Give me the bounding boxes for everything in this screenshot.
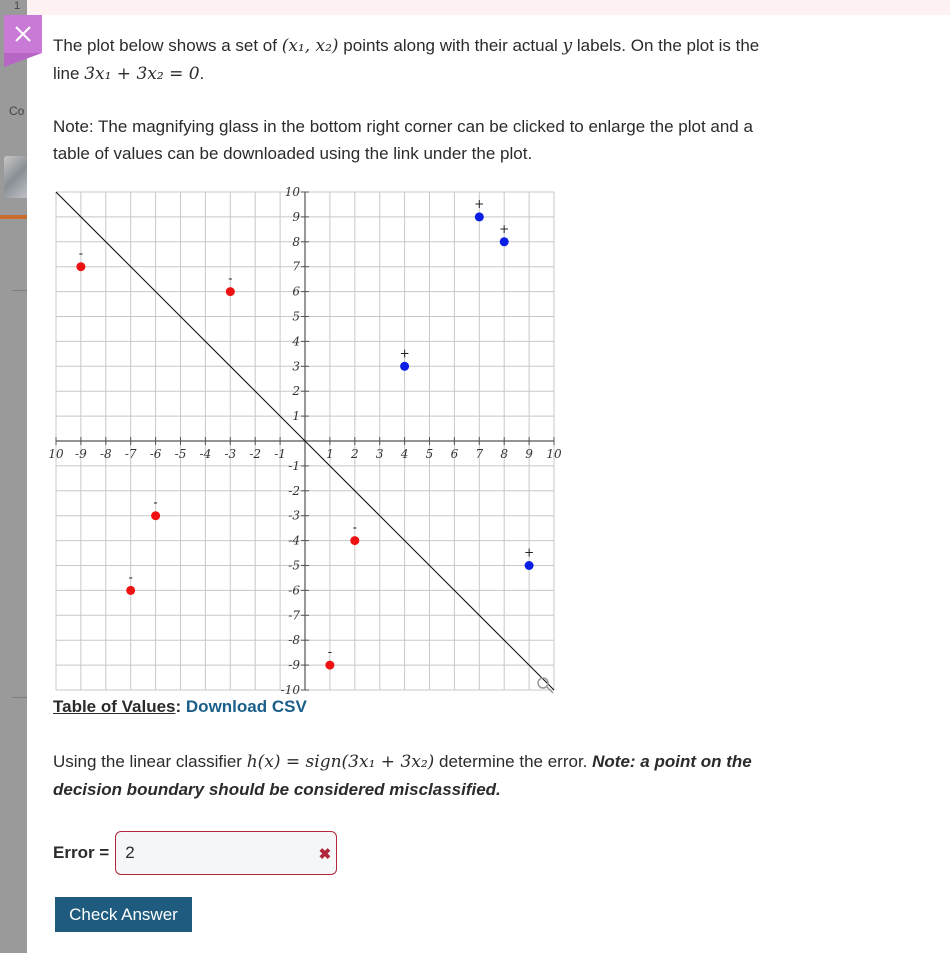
divider	[0, 215, 27, 219]
divider	[12, 697, 27, 698]
point-label: -	[78, 246, 84, 261]
negative-point	[226, 287, 235, 296]
y-tick-label: -2	[288, 483, 300, 498]
close-icon	[12, 23, 34, 45]
y-tick-label: 6	[292, 284, 300, 299]
question-part: determine the error.	[434, 752, 593, 771]
positive-point	[500, 237, 509, 246]
x-tick-label: 4	[400, 447, 409, 461]
error-input[interactable]	[116, 842, 307, 864]
point-label: -	[153, 495, 158, 510]
scatter-plot	[48, 185, 562, 697]
intro-part: points along with their actual	[338, 36, 563, 55]
divider	[12, 290, 27, 291]
y-tick-label: -8	[288, 633, 300, 648]
y-tick-label: -7	[288, 608, 300, 623]
download-csv-link[interactable]: Download CSV	[185, 697, 307, 716]
x-tick-label: -2	[249, 447, 262, 461]
x-tick-label: 6	[450, 447, 459, 461]
avatar	[4, 156, 27, 198]
x-tick-label: 1	[326, 447, 334, 461]
x-tick-label: 9	[525, 447, 533, 461]
x-tick-label: -7	[124, 447, 137, 461]
check-answer-button[interactable]: Check Answer	[55, 897, 192, 932]
point-label: -	[327, 645, 333, 660]
x-tick-label: -4	[199, 447, 212, 461]
point-label: -	[352, 520, 357, 535]
table-of-values	[53, 697, 307, 717]
incorrect-icon: ✖	[318, 846, 332, 863]
point-label: +	[524, 545, 535, 560]
question-note: Note: a point on the decision boundary should be considered misclassified.	[53, 752, 752, 799]
y-tick-label: 1	[292, 409, 300, 424]
point-label: +	[499, 221, 510, 236]
x-tick-label: -1	[274, 447, 286, 461]
x-tick-label: -8	[99, 447, 112, 461]
y-tick-label: -6	[288, 583, 300, 598]
intro-text	[53, 32, 773, 88]
magnifier-icon[interactable]	[538, 678, 553, 693]
intro-part: The plot below shows a set of	[53, 36, 282, 55]
y-tick-label: 2	[292, 384, 300, 399]
point-label: +	[399, 346, 410, 361]
y-tick-label: -3	[288, 508, 300, 523]
x-tick-label: -9	[75, 447, 87, 461]
y-tick-label: 8	[292, 234, 300, 249]
x-tick-label: 3	[375, 447, 384, 461]
question-text	[53, 748, 773, 803]
y-tick-label: 7	[292, 259, 300, 274]
math-classifier: h(x) = sign(3x₁ + 3x₂)	[246, 752, 435, 772]
negative-point	[76, 262, 85, 271]
error-field	[115, 831, 337, 875]
error-label: Error =	[53, 843, 110, 862]
x-tick-label: 5	[425, 447, 434, 461]
x-tick-label: 8	[500, 447, 509, 461]
y-tick-label: -10	[280, 683, 300, 697]
question-part: Using the linear classifier	[53, 752, 247, 771]
y-tick-label: -5	[288, 558, 300, 573]
y-tick-label: 3	[292, 359, 300, 374]
side-text: Co	[9, 104, 25, 118]
y-tick-label: 9	[292, 209, 300, 224]
y-tick-label: -1	[288, 458, 300, 473]
note-text: Note: The magnifying glass in the bottom right corner can be clicked to enlarge the plot and a table of values can be downloaded using the link under the plot.	[53, 117, 753, 163]
close-button[interactable]	[4, 15, 42, 53]
negative-point	[151, 511, 160, 520]
negative-point	[126, 586, 135, 595]
x-tick-label: 2	[350, 447, 359, 461]
table-label: Table of Values	[53, 697, 176, 716]
x-tick-label: 10	[546, 447, 562, 461]
x-tick-label: 7	[475, 447, 484, 461]
math-y: y	[562, 36, 573, 56]
math-line-equation: 3x₁ + 3x₂ = 0	[84, 64, 200, 84]
positive-point	[475, 212, 484, 221]
tab-number: 1	[14, 0, 21, 12]
y-tick-label: -4	[288, 533, 300, 548]
negative-point	[350, 536, 359, 545]
top-band	[27, 0, 950, 15]
x-tick-label: -5	[174, 447, 187, 461]
positive-point	[525, 561, 534, 570]
x-tick-label: 10	[48, 447, 64, 461]
positive-point	[400, 362, 409, 371]
y-tick-label: 5	[292, 309, 300, 324]
y-tick-label: 4	[292, 334, 300, 349]
answer-row	[53, 830, 337, 876]
y-tick-label: 10	[284, 185, 300, 199]
intro-part: .	[199, 64, 205, 83]
point-label: -	[128, 570, 133, 585]
table-colon: :	[175, 697, 186, 716]
background-strip	[0, 0, 27, 953]
math-pair: (x₁, x₂)	[281, 36, 339, 56]
intro-part: labels. On the plot is the line	[53, 36, 760, 83]
x-tick-label: -6	[149, 447, 162, 461]
point-label: -	[228, 271, 233, 286]
y-tick-label: -9	[288, 658, 300, 673]
point-label: +	[474, 196, 485, 211]
negative-point	[325, 661, 334, 670]
x-tick-label: -3	[224, 447, 237, 461]
close-button-tail	[4, 53, 42, 67]
